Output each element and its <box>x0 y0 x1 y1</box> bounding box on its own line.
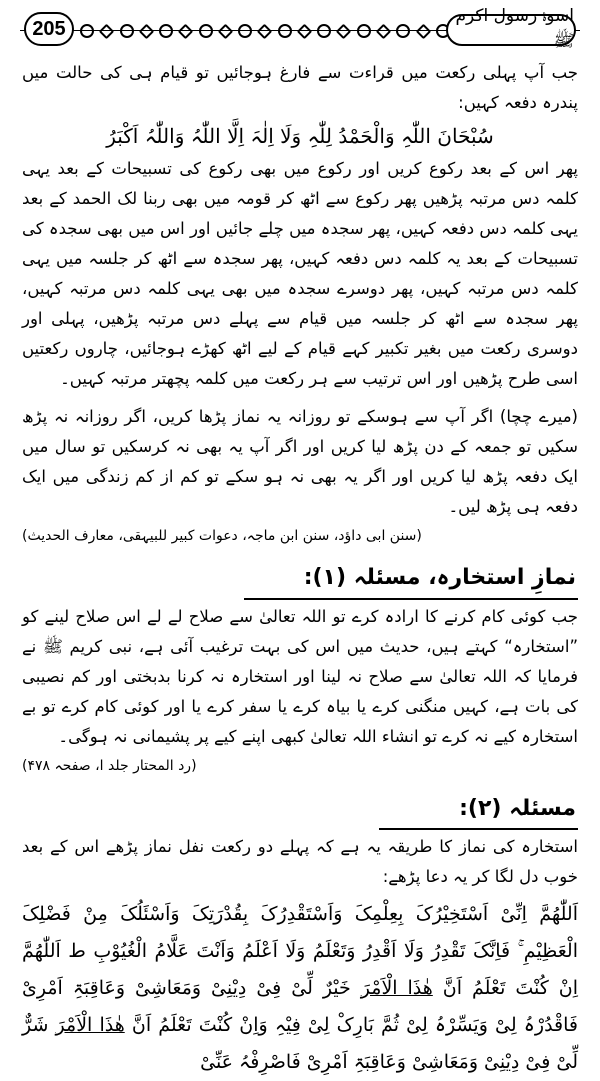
dua-text <box>22 896 578 1081</box>
ornament-diamond <box>336 23 352 39</box>
page-header <box>20 6 580 52</box>
page-number: 205 <box>24 12 74 46</box>
ornament-circle <box>80 24 94 38</box>
ornament-circle <box>317 24 331 38</box>
paragraph-intro: جب آپ پہلی رکعت میں قراءت سے فارغ ہوجائیں تو قیام ہی کی حالت میں پندرہ دفعہ کہیں: <box>22 63 578 112</box>
tasbih-text: سُبْحَانَ اللّٰہِ وَالْحَمْدُ لِلّٰہِ وَلَا اِلٰہَ اِلَّا اللّٰہُ وَاللّٰہُ اَکْبَرُ <box>106 124 494 148</box>
ornament-circle <box>357 24 371 38</box>
page-body <box>22 58 578 1081</box>
ornament-circle <box>120 24 134 38</box>
ornament-diamond <box>257 23 273 39</box>
dua-part-2: خَیْرٌ لِّیْ فِیْ دِیْنِیْ وَمَعَاشِیْ وَعَاقِبَۃِ اَمْرِیْ فَاقْدُرْہُ لِیْ وَیَسِّرْہُ لِیْ ثُمَّ بَارِکْ لِیْ فِیْہِ وَاِنْ کُنْتَ تَعْلَمُ اَنَّ <box>22 977 579 1036</box>
paragraph-method-istikhara: استخارہ کی نماز کا طریقہ یہ ہے کہ پہلے دو رکعت نفل نماز پڑھے اس کے بعد خوب دل لگا کر یہ دعا پڑھے: <box>22 837 578 886</box>
ornament-diamond <box>376 23 392 39</box>
section-heading-istikhara: نمازِ استخارہ، مسئلہ (۱): <box>244 558 578 600</box>
paragraph-istikhara: جب کوئی کام کرنے کا ارادہ کرے تو اللہ تعالیٰ سے صلاح لے لے اس صلاح لینے کو ”استخارہ“ کہتے ہیں، حدیث میں اس کی بہت ترغیب آئی ہے، نبی کریم ﷺ نے فرمایا کہ اللہ تعالیٰ سے صلاح نہ لینا اور استخارہ نہ کرنا بدبختی اور کم نصیبی کی بات ہے، کہیں منگنی کرے یا بیاہ کرے یا سفر کرے یا اور کوئی کام کرے تو بے استخارہ کیے نہ کرے تو انشاء اللہ تعالیٰ کبھی اپنے کیے پر پشیمانی نہ ہوگی۔ <box>22 607 578 746</box>
ornament-diamond <box>297 23 313 39</box>
ornament-circle <box>238 24 252 38</box>
dua-part-3: شَرٌّ لِّیْ فِیْ دِیْنِیْ وَمَعَاشِیْ وَعَاقِبَۃِ اَمْرِیْ فَاصْرِفْہُ عَنِّیْ <box>22 1014 578 1073</box>
dua-part-1: اَللّٰھُمَّ اِنِّیْ اَسْتَخِیْرُکَ بِعِلْمِکَ وَاَسْتَقْدِرُکَ بِقُدْرَتِکَ وَاَسْئَلُکَ مِنْ فَضْلِکَ الْعَظِیْمِ ۚ فَاِنَّکَ تَقْدِرُ وَلَا اَقْدِرُ وَتَعْلَمُ وَلَا اَعْلَمُ وَاَنْتَ عَلَّامُ الْغُیُوْبِ ط اَللّٰھُمَّ اِنْ کُنْتَ تَعْلَمُ اَنَّ <box>22 903 579 999</box>
header-ornament-band <box>80 22 450 40</box>
ornament-diamond <box>415 23 431 39</box>
ornament-circle <box>199 24 213 38</box>
book-title: اسوۂ رسول اکرم ﷺ <box>446 14 576 46</box>
section-heading-masala-2: مسئلہ (۲): <box>379 790 578 830</box>
ornament-circle <box>396 24 410 38</box>
paragraph-method: پھر اس کے بعد رکوع کریں اور رکوع میں بھی رکوع کی تسبیحات کے بعد یہی کلمہ دس مرتبہ پڑھیں پھر رکوع سے اٹھ کر قومہ میں بھی ربنا لک الحمد کے بعد یہی کلمہ دس دفعہ کہیں، پھر سجدہ میں چلے جائیں اور اس میں بھی سجدہ کی تسبیحات کے بعد یہ کلمہ دس دفعہ کہیں، پھر سجدہ سے اٹھ کر جلسہ میں یہی کلمہ دس مرتبہ کہیں، پھر دوسرے سجدہ میں بھی یہی کلمہ دس مرتبہ کہیں، پھر سجدہ سے اٹھ کر جلسہ میں قیام سے پہلے دس مرتبہ پڑھیں، پہلی اور دوسری رکعت میں بغیر تکبیر کہے قیام کے لیے اٹھ کھڑے ہوجائیں، چاروں رکعتیں اسی طرح پڑھیں اور اس ترتیب سے ہر رکعت میں کلمہ پچھتر مرتبہ کہیں۔ <box>22 159 578 388</box>
ornament-diamond <box>99 23 115 39</box>
reference-citation-2: (رد المحتار جلد ا، صفحہ ۴۷۸) <box>22 758 197 774</box>
ornament-diamond <box>178 23 194 39</box>
ornament-circle <box>278 24 292 38</box>
ornament-diamond <box>139 23 155 39</box>
reference-citation: (سنن ابی داؤد، سنن ابن ماجہ، دعوات کبیر للبیہقی، معارف الحدیث) <box>22 528 422 544</box>
dua-underlined-1: ھٰذَا الْاَمْرَ <box>360 977 433 999</box>
paragraph-frequency: (میرے چچا) اگر آپ سے ہوسکے تو روزانہ یہ نماز پڑھا کریں، اگر روزانہ نہ پڑھ سکیں تو جمعہ کے دن پڑھ لیا کریں اور اگر آپ یہ بھی نہ کرسکیں تو سال میں ایک دفعہ پڑھ لیا کریں اور اگر یہ بھی نہ ہو سکے تو کم از کم زندگی میں ایک دفعہ ہی پڑھ لیں۔ <box>22 407 578 516</box>
dua-underlined-2: ھٰذَا الْاَمْرَ <box>55 1014 125 1036</box>
ornament-diamond <box>218 23 234 39</box>
ornament-circle <box>159 24 173 38</box>
